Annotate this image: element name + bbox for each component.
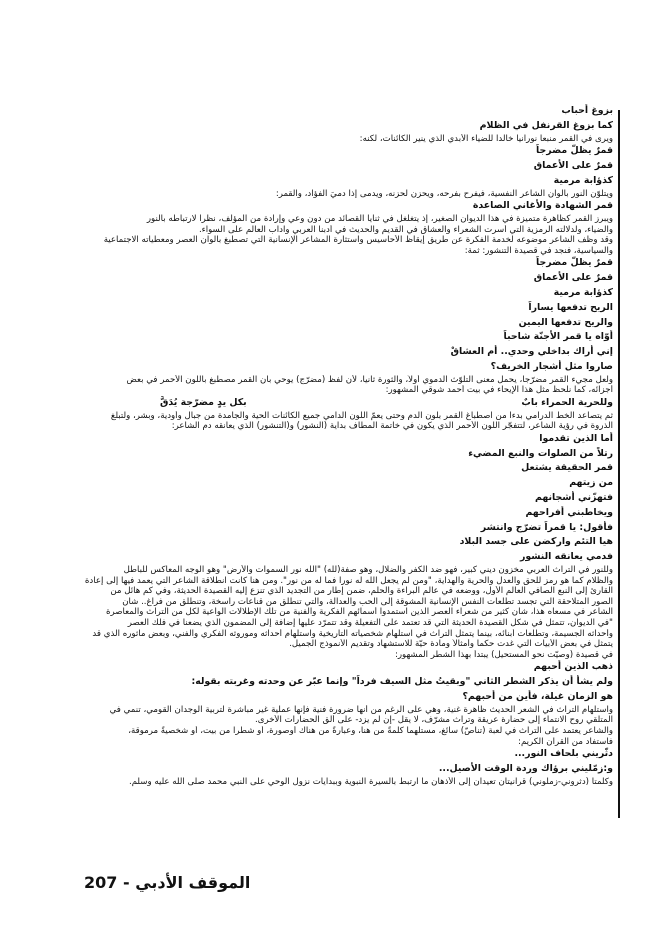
verse-line: صاروا مثل أشجار الخريف؟ (490, 360, 613, 372)
body-text-line: وأحداثه الجسيمة، وتطلعات أبنائه، بينما يتمثل التراث في استلهام شخصياته التاريخية واستلهام أحداثه وموروثه الفكري والفني، وبعض مأثوره الذي قد (92, 628, 613, 639)
body-text-line: القارئ إلى النبع الصافي العالم الأول، ووضعه في عالم البراءة والحلم، ضمن إطار من التجديد الذي تنزع إليه القصيدة الحديثة، وفي كم هائل من (110, 586, 613, 597)
verse-couplet (70, 396, 613, 411)
margin-rule (618, 110, 620, 818)
verse-line: قمر الشهادة والأغاني الصاعدة (472, 200, 613, 212)
body-text-line: والشاعر يعتمد على التراث في لعبة (تناصّ) سائغ، مستلهماً كلمةً من هنا، وعبارةً من هناك أوصورة، أو شطراً من بيت، أو شخصيةً مرموقة، (128, 725, 613, 736)
body-text-line: ويبرز القمر كظاهرة متميزة في هذا الديوان الصغير، إذ يتغلغل في ثنايا القصائد من دون وعي وإرادة من المؤلف، نظراً لارتباطه بالنور (146, 213, 613, 224)
verse-line: قمرٌ على الأعماق (533, 272, 613, 284)
body-text-line: فاستفاد من القرآن الكريم: (518, 736, 613, 747)
body-text-line: والظلام كما هو رمز للحق والعدل والحرية والهداية، "ومن لم يجعل الله له نوراً فما له من نور". ومن هنا كانت انطلاقة الشاعر التي يعمد فيها إلى إعادة (84, 575, 613, 586)
body-text-line: وكلمتا (دثروني-زملوني) قرآنيتان تعيدان إلى الأذهان ما ارتبط بالسيرة النبوية وببدايات نزول الوحي على النبي محمد صلى الله عليه وسلم. (128, 776, 613, 787)
verse-line: ويخاطبني أفراحهم (525, 506, 613, 518)
body-text-line: الذروة في رؤية الشاعر، لتتفجّر اللون الأحمر الذي يكون في خاتمة المطاف بداية (النشور) و(التنشور) الذي يعانقه دم الشاعر: (171, 421, 613, 432)
verse-line: أما الذين تقدموا (539, 432, 613, 444)
verse-line: كما بزوغ القرنفل في الظلام (479, 119, 613, 131)
verse-line: هيا التئم واركضن على جسد البلاد (459, 536, 613, 548)
verse-line: قمرٌ يظلُّ مضرجاً (536, 145, 613, 157)
verse-line: الريح تدفعها يساراً (528, 301, 613, 313)
verse-line: قمرٌ على الأعماق (533, 159, 613, 171)
body-text-line: ثم يتصاعد الخط الدرامي بدءاً من اصطباغ القمر بلون الدم وحتى يعمّ اللون الدامي جميع الكائنات الحية والجامدة من جبال وأودية، وبشر، ولتبلغ (110, 410, 613, 421)
body-text-line: الصور المتلاحقة التي تجسد تطلعات النفس الإنسانية المشوقة إلى الحب والعدالة، والتي تنطلق من قناعات راسخة، وتنطلق من فراغ.. شأن (122, 596, 613, 607)
verse-line: فدمي يعانقه النشور (519, 551, 613, 563)
verse-second-hemistich: بكل يدٍ مضرّجة يُدَقُّ (160, 396, 247, 408)
body-text-line: واستلهام التراث في الشعر الحديث ظاهرة غنية، وهي على الرغم من أنها ضرورة فنية فإنها عملية غير مباشرة لتربية الوجدان القومي، تنمي في (109, 704, 613, 715)
body-text-line: "في الديوان، تتمثل في شكل القصيدة الحديثة التي قد تعتمد على التفعيلة وقد تتمرّد عليها إضافة إلى المضمون الذي يضعنا في فلك العصر (127, 618, 613, 629)
verse-line: إني أراك بداخلي وحدي.. أم العشاقْ (450, 346, 613, 358)
verse-line: ولم يشأ أن يذكر الشطر الثاني "وبقيتُ مثل السيف فرداً" وإنما عبّر عن وحدته وغربته بقوله: (191, 676, 613, 688)
verse-line: فتهزّني أشجانهم (534, 492, 613, 504)
verse-line: دثّريني بلحاف النور... (514, 748, 613, 760)
body-text-line: وقد وظف الشاعر موضوعه لخدمة الفكرة عن طريق إيقاظ الأحاسيس واستثارة المشاعر الإنسانية التي تصطبغ بألوان العصر ومعطياته الاجتماعية (103, 235, 613, 246)
verse-line: قمرٌ يظلُّ مضرجاً (536, 257, 613, 269)
body-text-line: ولعل مجيء القمر مضرّجاً، يحمل معنى التلوّث الدموي أولاً، والثورة ثانياً، لأن لفظ (مضرّج) يوحي بأن القمر مصطبغ باللون الأحمر في بعض (126, 374, 613, 385)
body-text-line: أجزائه، كما نلحظ مثل هذا الإيحاء في بيت أحمد شوقي المشهور: (385, 385, 613, 396)
verse-line: ذهب الذين أحبهم (533, 661, 613, 673)
body-text-line: يتمثل في بعض الأبيات التي غدت حكماً وأمثالاً ومادة حيّة للاستشهاد وتقديم الأنموذج الجميل. (289, 639, 613, 650)
verse-line: كذؤابة مرمية (553, 174, 613, 186)
verse-line: بزوغ أحباب (561, 105, 613, 116)
verse-line: هو الزمان غيلة، فأين من أحبهم؟ (462, 691, 613, 702)
article-column (70, 104, 613, 787)
body-text-line: وللنور في التراث العربي مخزون ديني كبير، فهو ضد الكفر والضلال، وهو صفة(لله) "الله نور السموات والأرض" وهو الوجه المعاكس للباطل (123, 565, 613, 576)
page-footer: الموقف الأدبي - 207 (84, 873, 251, 892)
verse-first-hemistich: وللحرية الحمراء بابٌ (521, 396, 613, 408)
verse-line: والريح تدفعها اليمين (518, 316, 613, 328)
verse-line: و:زمّليني برؤاك وردة الوقت الأصيل... (438, 762, 613, 774)
body-text-line: المتلقي روح الانتماء إلى حضارة عريقة وتراث مشرّف، لا يقل -إن لم يزد- على ألق الحضارات الأخرى. (255, 715, 613, 726)
verse-line: أوّاه يا قمر الأجنّة شاحباً (503, 331, 613, 343)
verse-line: كذؤابة مرمية (553, 286, 613, 298)
body-text-line: الشاعر في مسعاه هذا، شأن كثير من شعراء العصر الذين استمدوا أسمائهم الفكرية والفنية من تلك الإطلالات الواعية لكل من التراث والمعاصرة (105, 607, 613, 618)
verse-line: رتلاً من الصلوات والنبع المضيء (468, 447, 613, 459)
body-text-line: في قصيدة (وصيّت نحو المستحيل) يبتدأ بهذا الشطر المشهور: (394, 649, 613, 660)
body-text-line: ويرى في القمر منبعاً نورانياً خالداً للضياء الأبدي الذي ينير الكائنات، لكنه: (359, 133, 613, 144)
verse-line: من زيتهم (569, 477, 613, 489)
body-text-line: والضياء، ولدلالته الرمزية التي أسرت الشعراء والعشاق في القديم والحديث في أدبنا العربي وآداب العالم على السواء. (198, 224, 613, 235)
verse-line: قمر الحقيقة يشتعل (521, 462, 613, 474)
verse-line: فأقول: يا قمراً تضرّج وانتشر (480, 521, 613, 533)
body-text-line: ويتلوّن النور بألوان الشاعر النفسية، فيفرح بفرحه، ويحزن لحزنه، ويدمى إذا دميَ الفؤاد، والقمر: (275, 188, 613, 199)
body-text-line: والسياسية، فنجد في قصيدة التنشور: ثمة: (464, 245, 613, 256)
